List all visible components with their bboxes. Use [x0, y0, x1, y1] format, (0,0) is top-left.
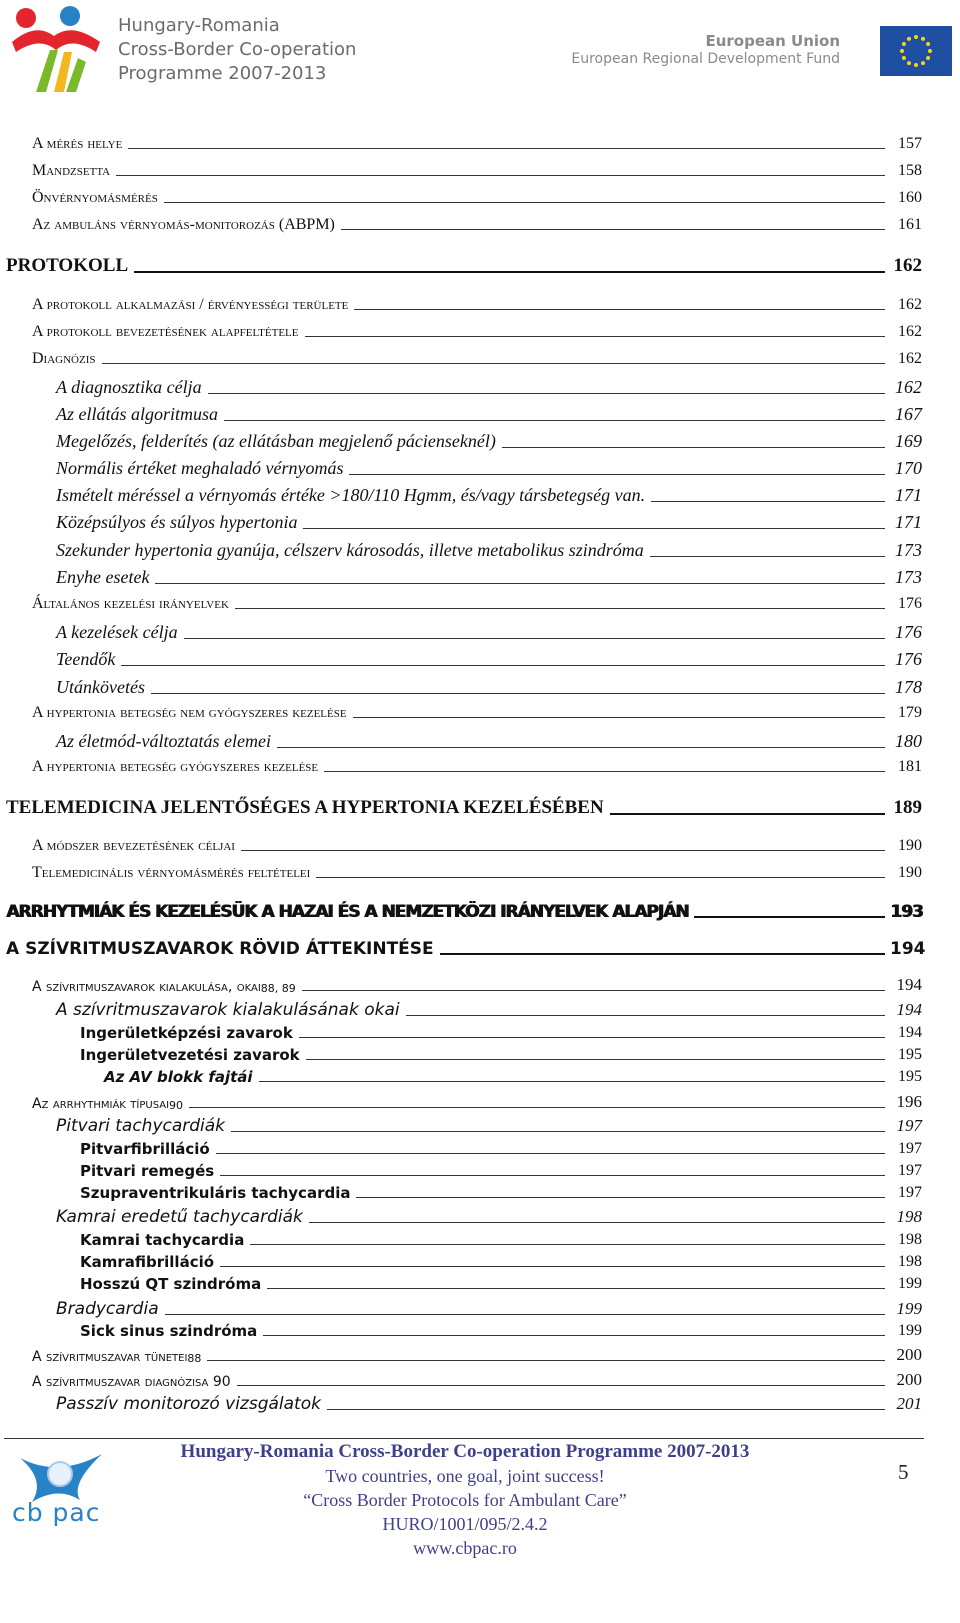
toc-leader-line: [164, 202, 885, 203]
toc-leader-line: [349, 474, 885, 475]
toc-page-number: 160: [898, 189, 922, 206]
toc-leader-line: [341, 229, 885, 230]
toc-page-number: 173: [895, 567, 922, 587]
toc-entry[interactable]: [32, 216, 922, 234]
toc-entry-title: Hosszú QT szindróma: [80, 1275, 262, 1293]
toc-page-number: 173: [895, 540, 922, 560]
toc-leader-line: [116, 175, 885, 176]
toc-page-number: 190: [898, 864, 922, 881]
toc-entry-title: A protokoll alkalmazási / érvényességi területe: [32, 296, 349, 313]
toc-leader-line: [102, 363, 886, 364]
toc-page-number: 199: [898, 1322, 922, 1339]
toc-leader-line: [235, 608, 885, 609]
toc-entry[interactable]: [80, 1275, 922, 1293]
toc-leader-line: [134, 271, 885, 273]
toc-leader-line: [651, 501, 885, 502]
toc-entry[interactable]: [80, 1184, 922, 1202]
toc-page-number: 158: [898, 162, 922, 179]
toc-leader-line: [237, 1385, 885, 1386]
toc-entry-title: A hypertonia betegség nem gyógyszeres kezelése: [32, 704, 347, 721]
toc-page-number: 200: [896, 1345, 922, 1364]
toc-entry-title: Passzív monitorozó vizsgálatok: [56, 1394, 321, 1414]
toc-entry-title: Középsúlyos és súlyos hypertonia: [56, 512, 298, 532]
footer-line: “Cross Border Protocols for Ambulant Care”: [303, 1490, 627, 1510]
toc-page-number: 170: [895, 458, 922, 478]
toc-leader-line: [216, 1153, 885, 1154]
toc-entry[interactable]: [56, 649, 922, 670]
toc-page-number: 193: [890, 902, 923, 922]
toc-page-number: 198: [896, 1207, 922, 1226]
toc-leader-line: [208, 393, 885, 394]
page-number: 5: [898, 1460, 909, 1484]
toc-entry-title: Az ellátás algoritmusa: [56, 404, 219, 424]
toc-entry[interactable]: [32, 162, 922, 180]
toc-entry[interactable]: [56, 485, 922, 506]
toc-entry-title: A hypertonia betegség gyógyszeres kezelése: [32, 758, 319, 775]
toc-entry-title: Pitvarfibrilláció: [80, 1140, 210, 1158]
toc-leader-line: [327, 1409, 885, 1410]
toc-entry[interactable]: [6, 902, 922, 922]
toc-entry-title: Az arrhythmiák típusai: [32, 1096, 170, 1112]
toc-entry-title: PROTOKOLL: [6, 255, 129, 276]
toc-entry[interactable]: [32, 975, 922, 995]
toc-entry[interactable]: [32, 758, 922, 776]
toc-leader-line: [250, 1244, 885, 1245]
toc-footnote-ref: 88: [187, 1352, 202, 1365]
toc-leader-line: [650, 556, 885, 557]
footer-divider: [4, 1438, 924, 1439]
toc-page-number: 178: [895, 677, 922, 697]
toc-page-number: 197: [896, 1116, 922, 1135]
toc-leader-line: [305, 336, 886, 337]
toc-entry[interactable]: [56, 540, 922, 561]
toc-entry-title: Normális értéket meghaladó vérnyomás: [56, 458, 344, 478]
toc-leader-line: [220, 1175, 885, 1176]
toc-entry-title: Az ambuláns vérnyomás-monitorozás (ABPM): [32, 216, 335, 233]
toc-page-number: 176: [898, 595, 922, 612]
toc-entry[interactable]: [56, 1116, 922, 1136]
toc-entry[interactable]: [32, 135, 922, 153]
cbpac-logo-text: cb pac: [12, 1498, 101, 1527]
toc-entry-title: Pitvari tachycardiák: [56, 1116, 226, 1136]
toc-entry-title: A kezelések célja: [56, 622, 178, 642]
toc-leader-line: [207, 1360, 885, 1361]
toc-entry[interactable]: [56, 1000, 922, 1020]
footer-line: Two countries, one goal, joint success!: [325, 1466, 605, 1486]
toc-page-number: 180: [895, 731, 922, 751]
toc-page-number: 162: [893, 255, 922, 276]
toc-page-number: 161: [898, 216, 922, 233]
toc-page-number: 197: [898, 1162, 922, 1179]
toc-entry[interactable]: [56, 1394, 922, 1414]
toc-leader-line: [299, 1037, 885, 1038]
toc-footnote-ref: 88, 89: [260, 982, 296, 995]
toc-entry-title: A szívritmuszavar tünetei: [32, 1349, 188, 1365]
toc-entry[interactable]: [32, 350, 922, 368]
toc-leader-line: [155, 583, 885, 584]
toc-leader-line: [440, 953, 885, 955]
toc-entry[interactable]: [80, 1322, 922, 1340]
toc-page-number: 199: [896, 1299, 922, 1318]
toc-entry[interactable]: [56, 404, 922, 425]
toc-page-number: 181: [898, 758, 922, 775]
toc-page-number: 197: [898, 1184, 922, 1201]
toc-leader-line: [302, 990, 885, 991]
toc-entry-title: Megelőzés, felderítés (az ellátásban megjelenő pácienseknél): [56, 431, 496, 451]
toc-leader-line: [241, 850, 885, 851]
eu-fund: European Regional Development Fund: [571, 51, 840, 67]
toc-leader-line: [353, 717, 885, 718]
toc-entry-title: Utánkövetés: [56, 677, 145, 697]
toc-entry[interactable]: [80, 1231, 922, 1249]
toc-entry[interactable]: [32, 323, 922, 341]
toc-entry[interactable]: [6, 939, 926, 959]
footer-text: [180, 1440, 750, 1560]
toc-page-number: 167: [895, 404, 922, 424]
toc-entry-title: Szupraventrikuláris tachycardia: [80, 1184, 351, 1202]
toc-footnote-ref: 90: [169, 1099, 184, 1112]
toc-entry-title: Ingerületvezetési zavarok: [80, 1046, 300, 1064]
programme-line: Hungary-Romania: [118, 15, 280, 36]
toc-entry-title: A mérés helye: [32, 135, 123, 152]
toc-entry-title: Mandzsetta: [32, 162, 111, 179]
toc-page-number: 198: [898, 1253, 922, 1270]
toc-entry[interactable]: [56, 458, 922, 479]
toc-entry[interactable]: [56, 622, 922, 643]
toc-leader-line: [303, 528, 885, 529]
toc-entry-title: A szívritmuszavarok kialakulása, okai: [32, 979, 261, 995]
toc-leader-line: [224, 420, 885, 421]
toc-page-number: 162: [898, 296, 922, 313]
toc-entry-title: Kamrai tachycardia: [80, 1231, 245, 1249]
toc-entry[interactable]: [32, 1370, 922, 1390]
toc-page-number: 201: [896, 1394, 922, 1413]
toc-leader-line: [502, 447, 885, 448]
toc-entry-title: TELEMEDICINA JELENTŐSÉGES A HYPERTONIA KEZELÉSÉBEN: [6, 797, 604, 818]
toc-leader-line: [354, 309, 885, 310]
toc-page-number: 171: [895, 512, 922, 532]
toc-entry[interactable]: [6, 255, 922, 277]
toc-entry-title: A szívritmuszavar diagnózisa 90: [32, 1374, 231, 1390]
toc-page-number: 195: [898, 1046, 922, 1063]
toc-page-number: 195: [898, 1068, 922, 1085]
toc-leader-line: [151, 693, 885, 694]
toc-page-number: 194: [890, 939, 926, 959]
toc-entry[interactable]: [32, 595, 922, 613]
toc-entry[interactable]: [56, 567, 922, 588]
toc-entry-title: Kamrafibrilláció: [80, 1253, 215, 1271]
toc-entry-title: Az életmód-változtatás elemei: [56, 731, 271, 751]
toc-entry[interactable]: [80, 1253, 922, 1271]
toc-entry-title: A protokoll bevezetésének alapfeltétele: [32, 323, 299, 340]
toc-entry[interactable]: [56, 1299, 922, 1319]
toc-page-number: 162: [898, 350, 922, 367]
toc-leader-line: [694, 916, 885, 918]
toc-entry[interactable]: [56, 431, 922, 452]
toc-entry[interactable]: [56, 1207, 922, 1227]
toc-entry-title: Enyhe esetek: [56, 567, 150, 587]
toc-page-number: 169: [895, 431, 922, 451]
toc-entry[interactable]: [32, 704, 922, 722]
toc-entry-title: Ismételt méréssel a vérnyomás értéke >180/110 Hgmm, és/vagy társbetegség van.: [56, 485, 646, 505]
toc-page-number: 190: [898, 837, 922, 854]
toc-leader-line: [277, 747, 885, 748]
toc-page-number: 176: [895, 649, 922, 669]
toc-entry[interactable]: [80, 1162, 922, 1180]
toc-entry-title: Szekunder hypertonia gyanúja, célszerv károsodás, illetve metabolikus szindróma: [56, 540, 644, 560]
toc-entry[interactable]: [32, 296, 922, 314]
toc-page-number: 162: [898, 323, 922, 340]
toc-entry-title: Pitvari remegés: [80, 1162, 215, 1180]
toc-leader-line: [309, 1222, 885, 1223]
toc-entry-title: Az AV blokk fajtái: [104, 1068, 253, 1086]
toc-page-number: 198: [898, 1231, 922, 1248]
toc-page-number: 157: [898, 135, 922, 152]
toc-page-number: 197: [898, 1140, 922, 1157]
toc-entry[interactable]: [56, 677, 922, 698]
toc-leader-line: [165, 1314, 885, 1315]
toc-entry[interactable]: [104, 1068, 922, 1086]
toc-leader-line: [184, 638, 885, 639]
toc-entry-title: A SZÍVRITMUSZAVAROK RÖVID ÁTTEKINTÉSE: [6, 939, 434, 959]
footer-link[interactable]: www.cbpac.ro: [413, 1538, 517, 1558]
programme-line: Programme 2007-2013: [118, 63, 327, 84]
toc-leader-line: [610, 813, 885, 815]
toc-page-number: 171: [895, 485, 922, 505]
toc-leader-line: [121, 665, 885, 666]
toc-entry[interactable]: [32, 864, 922, 882]
toc-page-number: 194: [898, 1024, 922, 1041]
toc-entry[interactable]: [56, 512, 922, 533]
toc-entry-title: Bradycardia: [56, 1299, 159, 1319]
toc-page-number: 179: [898, 704, 922, 721]
toc-entry[interactable]: [80, 1024, 922, 1042]
toc-page-number: 196: [896, 1092, 922, 1111]
toc-leader-line: [220, 1266, 885, 1267]
toc-leader-line: [356, 1197, 885, 1198]
toc-page-number: 200: [896, 1370, 922, 1389]
toc-leader-line: [259, 1081, 885, 1082]
footer-line: HURO/1001/095/2.4.2: [382, 1514, 548, 1534]
toc-entry-title: ARRHYTMIÁK ÉS KEZELÉSÜK A HAZAI ÉS A NEMZETKÖZI IRÁNYELVEK ALAPJÁN: [6, 902, 689, 922]
toc-leader-line: [128, 148, 885, 149]
toc-entry-title: Általános kezelési irányelvek: [32, 595, 229, 612]
toc-entry-title: Sick sinus szindróma: [80, 1322, 258, 1340]
toc-entry[interactable]: [80, 1140, 922, 1158]
toc-entry-title: Teendők: [56, 649, 116, 669]
toc-leader-line: [406, 1015, 885, 1016]
toc-page-number: 194: [896, 975, 922, 994]
toc-entry[interactable]: [56, 377, 922, 398]
toc-entry[interactable]: [32, 1345, 922, 1365]
toc-leader-line: [267, 1288, 885, 1289]
toc-leader-line: [263, 1335, 885, 1336]
toc-entry[interactable]: [6, 797, 922, 819]
toc-entry-title: Önvérnyomásmérés: [32, 189, 158, 206]
toc-entry-title: Kamrai eredetű tachycardiák: [56, 1207, 303, 1227]
programme-line: Cross-Border Co-operation: [118, 39, 357, 60]
toc-page-number: 176: [895, 622, 922, 642]
toc-leader-line: [189, 1107, 885, 1108]
toc-entry-title: Diagnózis: [32, 350, 96, 367]
toc-entry[interactable]: [32, 837, 922, 855]
toc-entry[interactable]: [56, 731, 922, 752]
toc-leader-line: [231, 1131, 885, 1132]
toc-page-number: 194: [896, 1000, 922, 1019]
toc-entry-title: Ingerületképzési zavarok: [80, 1024, 293, 1042]
toc-entry[interactable]: [32, 189, 922, 207]
toc-entry-title: A diagnosztika célja: [56, 377, 202, 397]
toc-leader-line: [324, 771, 885, 772]
toc-entry-title: Telemedicinális vérnyomásmérés feltételei: [32, 864, 311, 881]
toc-entry-title: A szívritmuszavarok kialakulásának okai: [56, 1000, 400, 1020]
toc-page-number: 162: [895, 377, 922, 397]
toc-leader-line: [316, 877, 885, 878]
toc-leader-line: [306, 1059, 885, 1060]
toc-entry-title: A módszer bevezetésének céljai: [32, 837, 235, 854]
footer-line: Hungary-Romania Cross-Border Co-operation Programme 2007-2013: [180, 1441, 750, 1462]
toc-page-number: 189: [893, 797, 922, 818]
toc-entry[interactable]: [32, 1092, 922, 1112]
toc-entry[interactable]: [80, 1046, 922, 1064]
eu-name: European Union: [705, 32, 840, 50]
toc-page-number: 199: [898, 1275, 922, 1292]
